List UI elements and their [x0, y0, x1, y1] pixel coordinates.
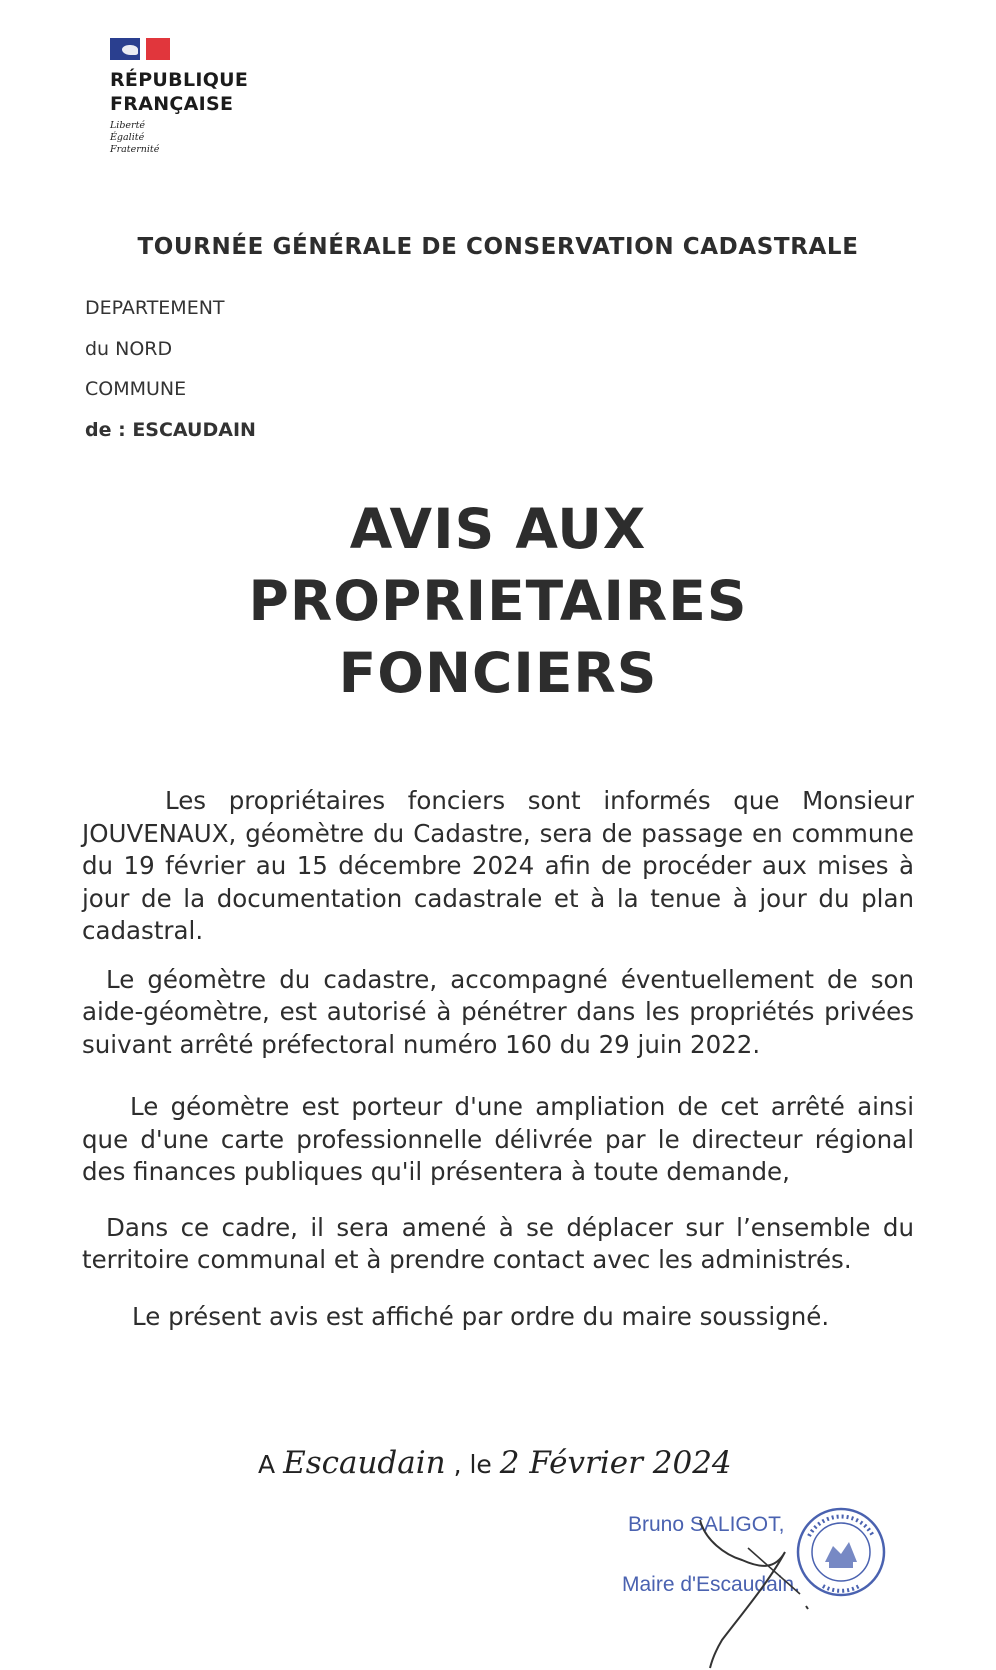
motto-egalite: Égalité	[110, 132, 145, 143]
motto-liberte: Liberté	[110, 120, 146, 131]
paragraph-4: Dans ce cadre, il sera amené à se déplacer sur l’ensemble du territoire communal et à prendre contact avec les administrés.	[82, 1212, 914, 1274]
title-line-1: AVIS AUX	[349, 497, 647, 561]
dept-line-4: de : ESCAUDAIN	[85, 418, 256, 441]
paragraph-1: Les propriétaires fonciers sont informés que Monsieur JOUVENAUX, géomètre du Cadastre, sera de passage en commune du 19 février au 15 décembre 2024 afin de procéder aux mises à jour de la documentation cadastrale et à la tenue à jour du plan cadastral.	[82, 786, 914, 945]
paragraph-2: Le géomètre du cadastre, accompagné éventuellement de son aide-géomètre, est autorisé à pénétrer dans les propriétés privées suivant arrêté préfectoral numéro 160 du 29 juin 2022.	[82, 964, 914, 1059]
republique-francaise-logo	[110, 38, 310, 156]
date-value: 2 Février 2024	[499, 1445, 732, 1481]
logo-line-2: FRANÇAISE	[110, 93, 234, 115]
department-block	[85, 288, 256, 450]
notice-title	[0, 493, 996, 709]
notice-body	[82, 785, 914, 1333]
dept-line-2: du NORD	[85, 337, 173, 360]
signatory-name: Bruno SALIGOT,	[628, 1513, 785, 1536]
marianne-flag-icon	[110, 38, 170, 60]
date-place: Escaudain	[283, 1445, 446, 1481]
paragraph-3: Le géomètre est porteur d'une ampliation de cet arrêté ainsi que d'une carte professionnelle délivrée par le directeur régional des finances publiques qu'il présentera à toute demande,	[82, 1092, 914, 1186]
date-line	[258, 1445, 732, 1481]
logo-line-1: RÉPUBLIQUE	[110, 69, 249, 91]
mairie-seal-icon	[795, 1506, 887, 1598]
title-line-2: PROPRIETAIRES	[248, 569, 748, 633]
dept-line-3: COMMUNE	[85, 378, 187, 400]
logo-motto	[110, 120, 310, 156]
motto-fraternite: Fraternité	[110, 144, 160, 155]
signatory-role: Maire d'Escaudain.	[622, 1573, 800, 1596]
document-heading: TOURNÉE GÉNÉRALE DE CONSERVATION CADASTRALE	[137, 234, 859, 260]
paragraph-5: Le présent avis est affiché par ordre du maire soussigné.	[132, 1301, 830, 1331]
date-middle: , le	[453, 1450, 492, 1479]
title-line-3: FONCIERS	[338, 641, 658, 705]
dept-line-1: DEPARTEMENT	[85, 297, 225, 319]
date-prefix: A	[258, 1450, 276, 1479]
